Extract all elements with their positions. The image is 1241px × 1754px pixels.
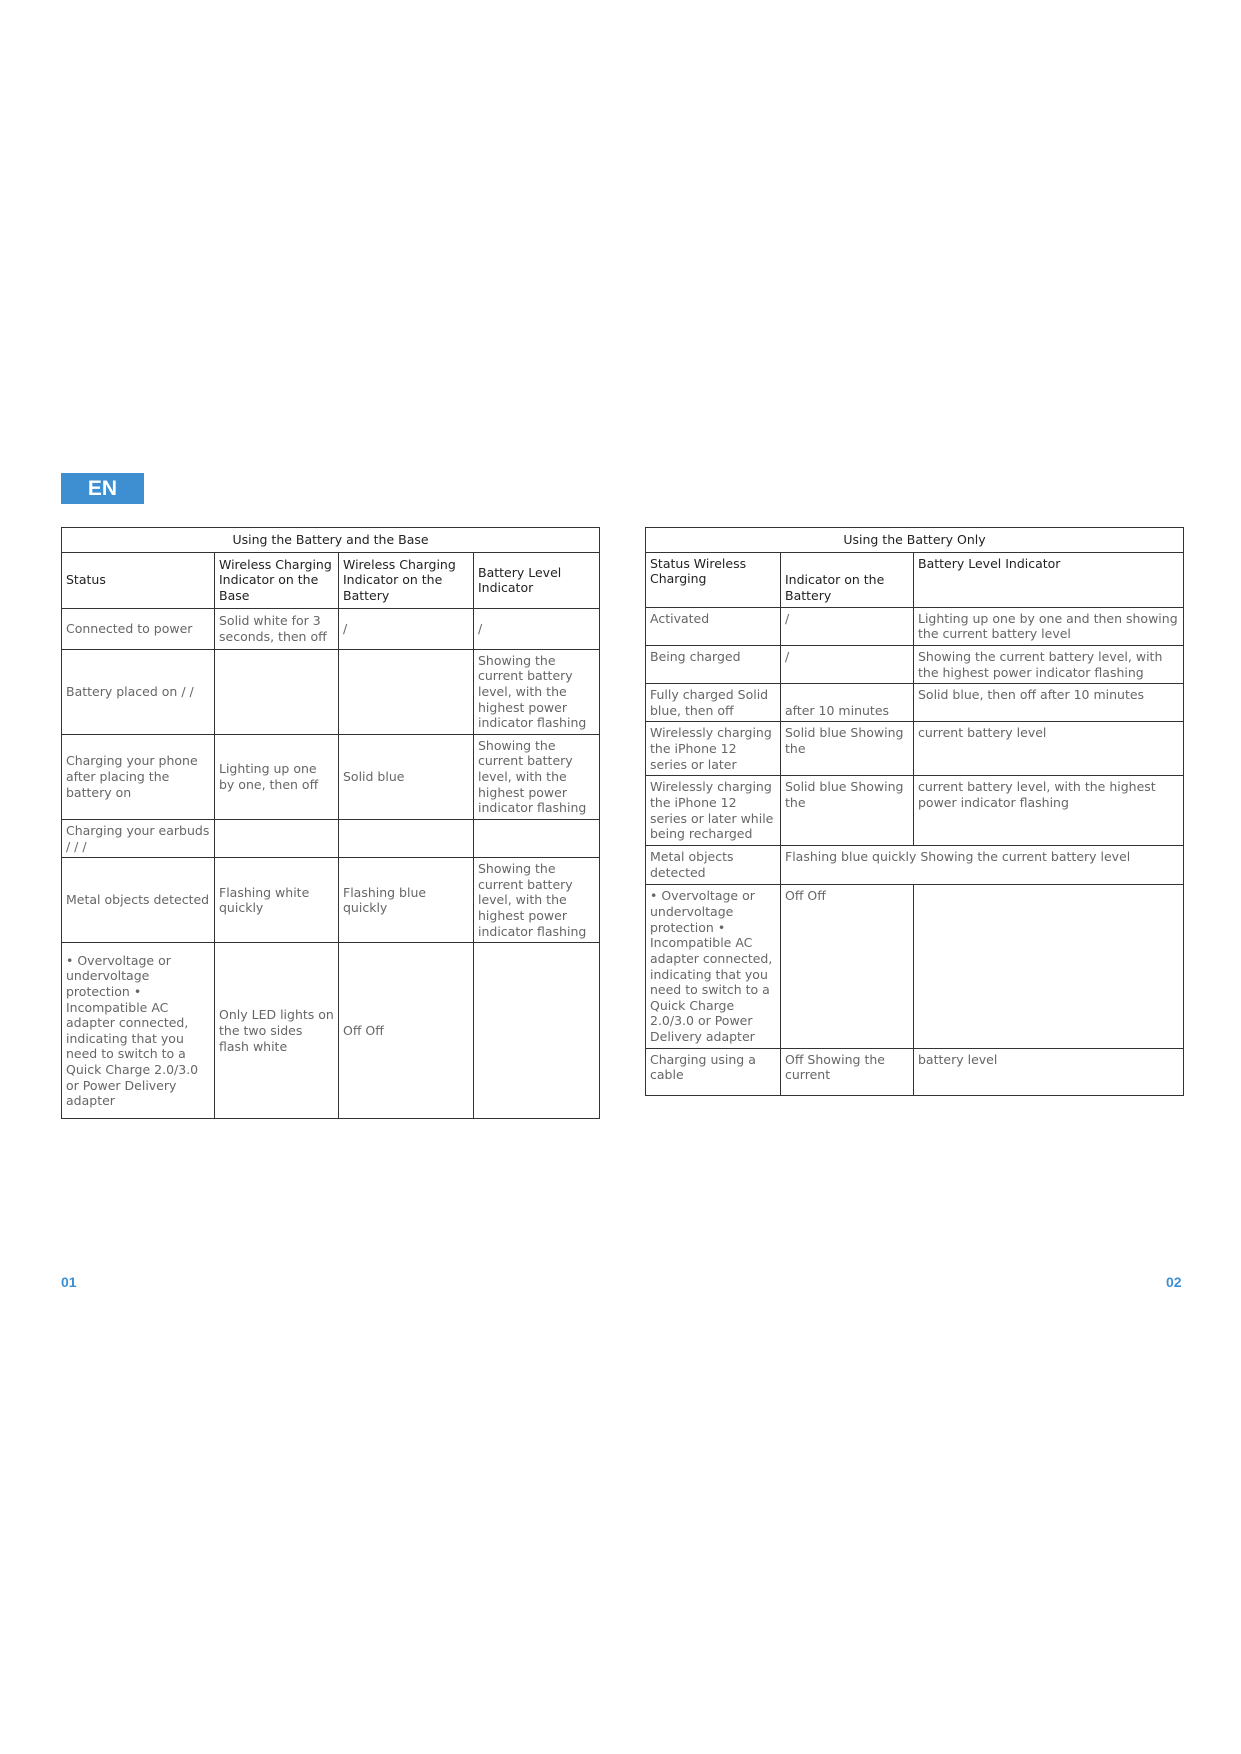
table-row [62,858,600,943]
table-cell: Solid blue Showing the [781,776,914,846]
table-cell: Showing the current battery level, with the highest power indicator flashing [914,645,1184,683]
table-cell: / [781,607,914,645]
column-header-battery-level: Battery Level Indicator [474,552,600,608]
page-number-right: 02 [1166,1274,1182,1290]
table-cell: Activated [646,607,781,645]
table-cell: Solid white for 3 seconds, then off [215,608,339,649]
table-cell: current battery level [914,722,1184,776]
table-cell: / [339,608,474,649]
table-cell [914,885,1184,1048]
table-caption: Using the Battery and the Base [62,528,600,553]
table-row [646,722,1184,776]
table-cell: Flashing blue quickly [339,858,474,943]
table-cell: Solid blue, then off after 10 minutes [914,684,1184,722]
table-row [62,608,600,649]
table-cell: Off Showing the current [781,1048,914,1095]
table-cell: Metal objects detected [646,846,781,885]
table-cell: Metal objects detected [62,858,215,943]
table-row [62,943,600,1119]
table-row [646,684,1184,722]
table-cell: Off Off [781,885,914,1048]
table-row [646,776,1184,846]
table-row [646,885,1184,1048]
table-cell: Showing the current battery level, with the highest power indicator flashing [474,649,600,734]
table-cell: after 10 minutes [781,684,914,722]
table-caption: Using the Battery Only [646,528,1184,553]
column-header-battery-indicator: Indicator on the Battery [781,552,914,607]
table-cell: current battery level, with the highest power indicator flashing [914,776,1184,846]
table-cell [474,943,600,1119]
table-cell: Solid blue Showing the [781,722,914,776]
table-cell: Only LED lights on the two sides flash white [215,943,339,1119]
column-header-base-indicator: Wireless Charging Indicator on the Base [215,552,339,608]
column-header-status: Status Wireless Charging [646,552,781,607]
table-cell: / [474,608,600,649]
table-cell: Lighting up one by one and then showing the current battery level [914,607,1184,645]
page-number-left: 01 [61,1274,77,1290]
table-cell [215,819,339,857]
table-row [646,1048,1184,1095]
table-cell: Being charged [646,645,781,683]
table-cell: Lighting up one by one, then off [215,734,339,819]
table-cell: • Overvoltage or undervoltage protection • Incompatible AC adapter connected, indicating that you need to switch to a Quick Charge 2.0/3.0 or Power Delivery adapter [62,943,215,1119]
table-row [62,649,600,734]
table-cell: Solid blue [339,734,474,819]
column-header-status: Status [62,552,215,608]
table-cell: • Overvoltage or undervoltage protection • Incompatible AC adapter connected, indicating that you need to switch to a Quick Charge 2.0/3.0 or Power Delivery adapter [646,885,781,1048]
column-header-battery-level: Battery Level Indicator [914,552,1184,607]
table-cell: Charging your phone after placing the battery on [62,734,215,819]
battery-and-base-table [61,527,600,1119]
column-header-battery-indicator: Wireless Charging Indicator on the Battery [339,552,474,608]
table-cell [474,819,600,857]
table-row [62,734,600,819]
table-cell: Showing the current battery level, with the highest power indicator flashing [474,734,600,819]
table-cell [339,819,474,857]
table-row [646,846,1184,885]
table-cell: Charging using a cable [646,1048,781,1095]
table-cell: Connected to power [62,608,215,649]
table-cell: Wirelessly charging the iPhone 12 series or later while being recharged [646,776,781,846]
table-row [62,819,600,857]
table-cell: Showing the current battery level, with the highest power indicator flashing [474,858,600,943]
table-cell [215,649,339,734]
table-row [646,607,1184,645]
table-cell: Off Off [339,943,474,1119]
table-cell [339,649,474,734]
language-badge: EN [61,473,144,504]
table-cell: Wirelessly charging the iPhone 12 series or later [646,722,781,776]
table-cell: Flashing white quickly [215,858,339,943]
table-cell: Fully charged Solid blue, then off [646,684,781,722]
table-cell: battery level [914,1048,1184,1095]
table-cell: Battery placed on / / [62,649,215,734]
table-cell: / [781,645,914,683]
table-row [646,645,1184,683]
table-cell: Charging your earbuds / / / [62,819,215,857]
table-cell: Flashing blue quickly Showing the current battery level [781,846,1184,885]
battery-only-table [645,527,1184,1096]
